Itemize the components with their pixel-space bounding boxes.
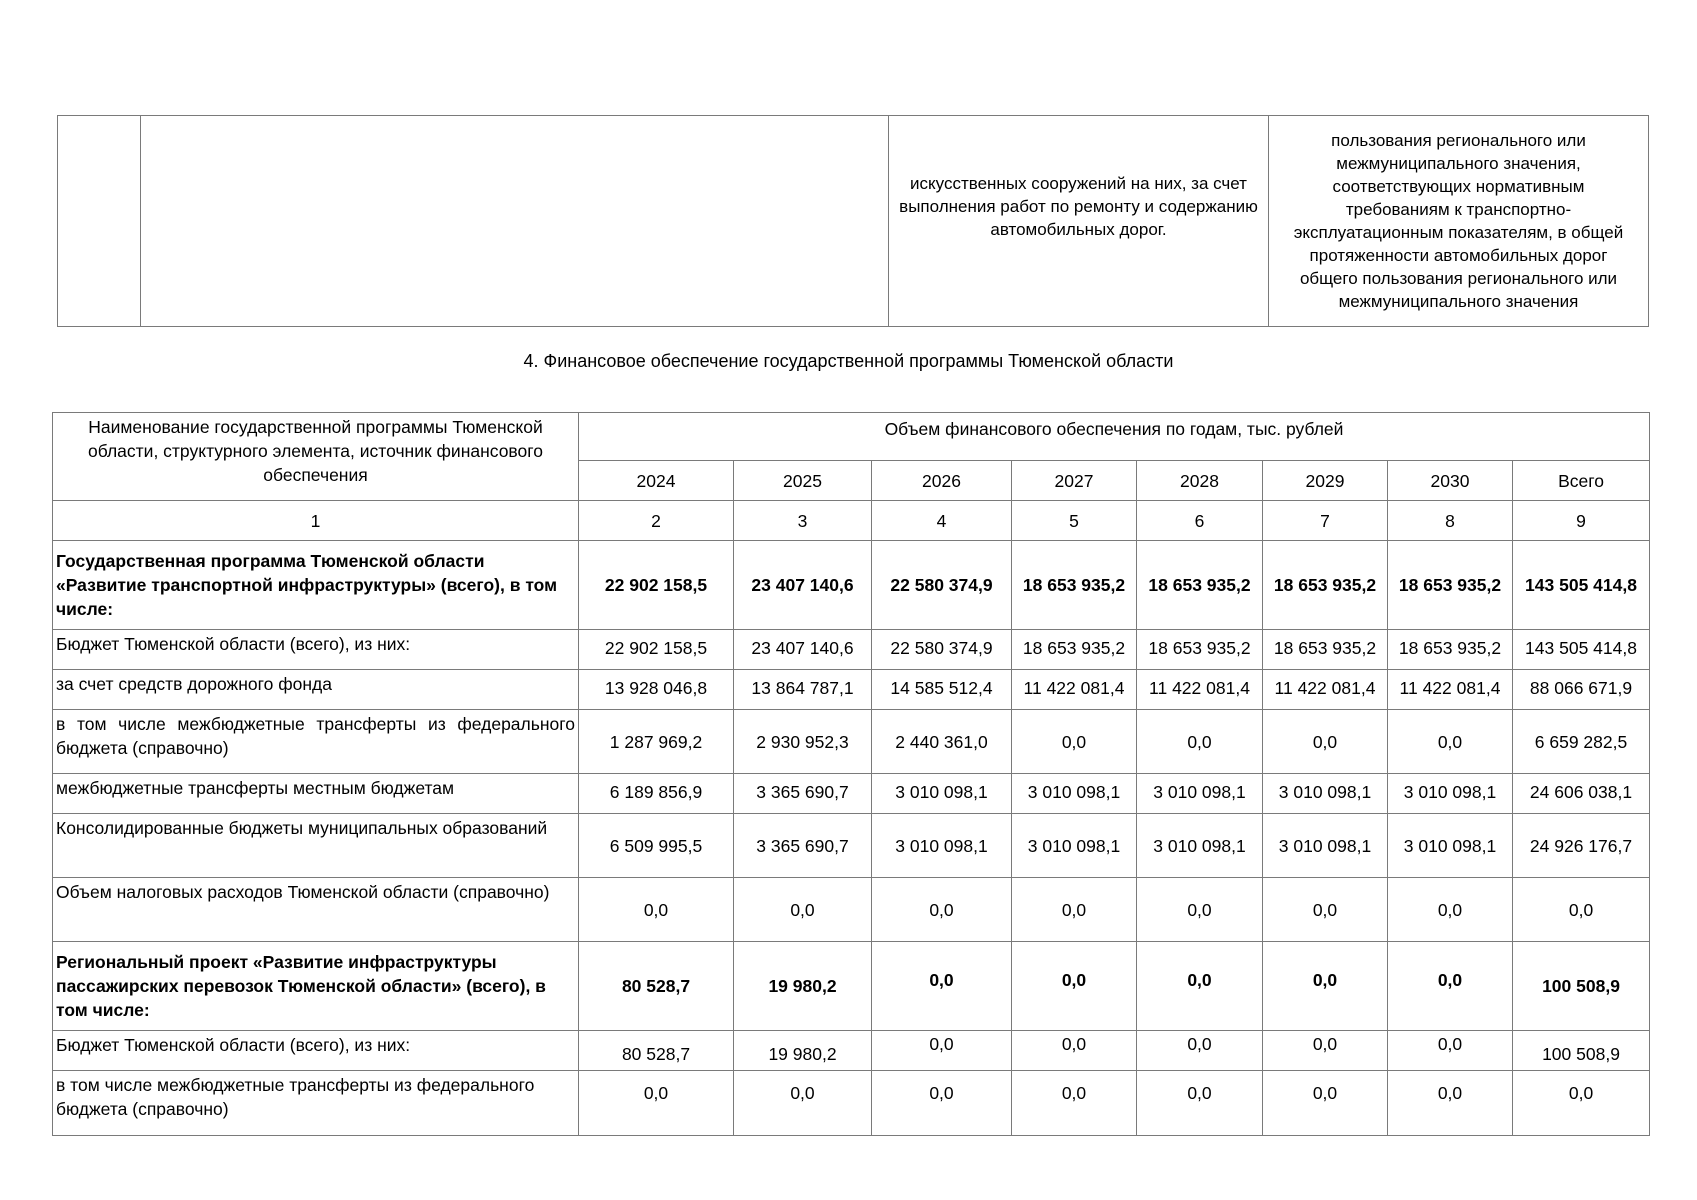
value-cell: 3 010 098,1 — [1137, 814, 1263, 878]
value-cell: 0,0 — [1388, 1031, 1513, 1071]
column-number: 9 — [1513, 501, 1650, 541]
value-cell: 0,0 — [579, 878, 734, 942]
continuation-table — [57, 115, 1649, 327]
year-header: 2026 — [872, 461, 1012, 501]
value-cell: 0,0 — [1012, 942, 1137, 1031]
value-cell: 24 606 038,1 — [1513, 774, 1650, 814]
row-name: Объем налоговых расходов Тюменской области (справочно) — [53, 878, 579, 942]
value-cell: 0,0 — [1388, 942, 1513, 1031]
value-cell: 19 980,2 — [734, 942, 872, 1031]
table-cell: пользования регионального или межмуниципального значения, соответствующих нормативным требованиям к транспортно-эксплуатационным показателям, в общей протяженности автомобильных дорог общего пользования регионального или межмуниципального значения — [1269, 116, 1649, 327]
row-name: в том числе межбюджетные трансферты из федерального бюджета (справочно) — [53, 710, 579, 774]
column-number: 1 — [53, 501, 579, 541]
value-cell: 18 653 935,2 — [1388, 541, 1513, 630]
table-row — [53, 541, 1650, 630]
value-cell: 18 653 935,2 — [1012, 541, 1137, 630]
value-cell: 143 505 414,8 — [1513, 630, 1650, 670]
value-cell: 3 365 690,7 — [734, 814, 872, 878]
section-title: 4. Финансовое обеспечение государственной программы Тюменской области — [523, 351, 1174, 371]
total-header: Всего — [1513, 461, 1650, 501]
year-header: 2028 — [1137, 461, 1263, 501]
value-cell: 14 585 512,4 — [872, 670, 1012, 710]
value-cell: 0,0 — [1012, 878, 1137, 942]
value-cell: 2 440 361,0 — [872, 710, 1012, 774]
value-cell: 3 010 098,1 — [1388, 814, 1513, 878]
year-header: 2029 — [1263, 461, 1388, 501]
value-cell: 11 422 081,4 — [1263, 670, 1388, 710]
table-cell: искусственных сооружений на них, за счет выполнения работ по ремонту и содержанию автомобильных дорог. — [889, 116, 1269, 327]
value-cell: 23 407 140,6 — [734, 630, 872, 670]
value-cell: 0,0 — [1263, 942, 1388, 1031]
value-cell: 19 980,2 — [734, 1031, 872, 1071]
value-cell: 100 508,9 — [1513, 1031, 1650, 1071]
value-cell: 1 287 969,2 — [579, 710, 734, 774]
finance-table — [52, 412, 1650, 1136]
table-row — [53, 710, 1650, 774]
value-cell: 18 653 935,2 — [1012, 630, 1137, 670]
value-cell: 0,0 — [734, 878, 872, 942]
column-number: 2 — [579, 501, 734, 541]
value-cell: 6 189 856,9 — [579, 774, 734, 814]
value-cell: 0,0 — [1388, 878, 1513, 942]
row-name: за счет средств дорожного фонда — [53, 670, 579, 710]
value-cell: 0,0 — [872, 942, 1012, 1031]
value-cell: 0,0 — [1513, 878, 1650, 942]
value-cell: 0,0 — [1137, 878, 1263, 942]
value-cell: 2 930 952,3 — [734, 710, 872, 774]
value-cell: 22 580 374,9 — [872, 541, 1012, 630]
value-cell: 3 365 690,7 — [734, 774, 872, 814]
year-header: 2025 — [734, 461, 872, 501]
value-cell: 3 010 098,1 — [1263, 814, 1388, 878]
table-cell — [141, 116, 889, 327]
value-cell: 80 528,7 — [579, 1031, 734, 1071]
column-number: 8 — [1388, 501, 1513, 541]
value-cell: 0,0 — [1012, 1071, 1137, 1136]
table-row — [58, 116, 1649, 327]
value-cell: 6 509 995,5 — [579, 814, 734, 878]
value-cell: 3 010 098,1 — [1137, 774, 1263, 814]
value-cell: 23 407 140,6 — [734, 541, 872, 630]
value-cell: 0,0 — [579, 1071, 734, 1136]
value-cell: 18 653 935,2 — [1137, 630, 1263, 670]
value-cell: 18 653 935,2 — [1263, 541, 1388, 630]
value-cell: 3 010 098,1 — [1263, 774, 1388, 814]
value-cell: 3 010 098,1 — [1012, 814, 1137, 878]
value-cell: 0,0 — [1263, 1031, 1388, 1071]
value-cell: 3 010 098,1 — [872, 814, 1012, 878]
value-cell: 22 580 374,9 — [872, 630, 1012, 670]
value-cell: 0,0 — [1137, 1031, 1263, 1071]
column-number: 6 — [1137, 501, 1263, 541]
value-cell: 0,0 — [1263, 878, 1388, 942]
value-cell: 88 066 671,9 — [1513, 670, 1650, 710]
table-row — [53, 1031, 1650, 1071]
value-cell: 100 508,9 — [1513, 942, 1650, 1031]
value-cell: 0,0 — [1263, 710, 1388, 774]
value-cell: 0,0 — [872, 878, 1012, 942]
header-row — [53, 413, 1650, 461]
table-row — [53, 1071, 1650, 1136]
value-cell: 22 902 158,5 — [579, 630, 734, 670]
value-cell: 18 653 935,2 — [1137, 541, 1263, 630]
column-number: 4 — [872, 501, 1012, 541]
value-cell: 0,0 — [734, 1071, 872, 1136]
value-cell: 3 010 098,1 — [1388, 774, 1513, 814]
value-cell: 24 926 176,7 — [1513, 814, 1650, 878]
value-cell: 143 505 414,8 — [1513, 541, 1650, 630]
table-row — [53, 814, 1650, 878]
column-number: 3 — [734, 501, 872, 541]
value-cell: 0,0 — [1137, 942, 1263, 1031]
value-cell: 13 928 046,8 — [579, 670, 734, 710]
value-cell: 0,0 — [1012, 1031, 1137, 1071]
year-header: 2024 — [579, 461, 734, 501]
value-cell: 0,0 — [872, 1071, 1012, 1136]
value-cell: 13 864 787,1 — [734, 670, 872, 710]
value-cell: 80 528,7 — [579, 942, 734, 1031]
column-numbers-row — [53, 501, 1650, 541]
value-cell: 0,0 — [1137, 1071, 1263, 1136]
table-row — [53, 670, 1650, 710]
value-cell: 0,0 — [1388, 1071, 1513, 1136]
column-number: 7 — [1263, 501, 1388, 541]
table-row — [53, 878, 1650, 942]
value-cell: 0,0 — [1513, 1071, 1650, 1136]
row-name: межбюджетные трансферты местным бюджетам — [53, 774, 579, 814]
value-cell: 11 422 081,4 — [1137, 670, 1263, 710]
year-header: 2027 — [1012, 461, 1137, 501]
value-cell: 18 653 935,2 — [1263, 630, 1388, 670]
value-cell: 18 653 935,2 — [1388, 630, 1513, 670]
table-cell — [58, 116, 141, 327]
table-row — [53, 630, 1650, 670]
value-cell: 3 010 098,1 — [872, 774, 1012, 814]
row-name: Бюджет Тюменской области (всего), из них: — [53, 1031, 579, 1071]
value-cell: 6 659 282,5 — [1513, 710, 1650, 774]
header-group-cell: Объем финансового обеспечения по годам, тыс. рублей — [579, 413, 1650, 461]
row-name: Государственная программа Тюменской области «Развитие транспортной инфраструктуры» (всего), в том числе: — [53, 541, 579, 630]
table-row — [53, 774, 1650, 814]
row-name: в том числе межбюджетные трансферты из федерального бюджета (справочно) — [53, 1071, 579, 1136]
value-cell: 0,0 — [1012, 710, 1137, 774]
row-name: Бюджет Тюменской области (всего), из них: — [53, 630, 579, 670]
header-name-cell: Наименование государственной программы Тюменской области, структурного элемента, источник финансового обеспечения — [53, 413, 579, 501]
value-cell: 0,0 — [1137, 710, 1263, 774]
year-header: 2030 — [1388, 461, 1513, 501]
value-cell: 3 010 098,1 — [1012, 774, 1137, 814]
value-cell: 11 422 081,4 — [1388, 670, 1513, 710]
row-name: Консолидированные бюджеты муниципальных образований — [53, 814, 579, 878]
row-name: Региональный проект «Развитие инфраструктуры пассажирских перевозок Тюменской области» (всего), в том числе: — [53, 942, 579, 1031]
value-cell: 11 422 081,4 — [1012, 670, 1137, 710]
value-cell: 0,0 — [1263, 1071, 1388, 1136]
table-row — [53, 942, 1650, 1031]
value-cell: 0,0 — [1388, 710, 1513, 774]
value-cell: 0,0 — [872, 1031, 1012, 1071]
column-number: 5 — [1012, 501, 1137, 541]
value-cell: 22 902 158,5 — [579, 541, 734, 630]
